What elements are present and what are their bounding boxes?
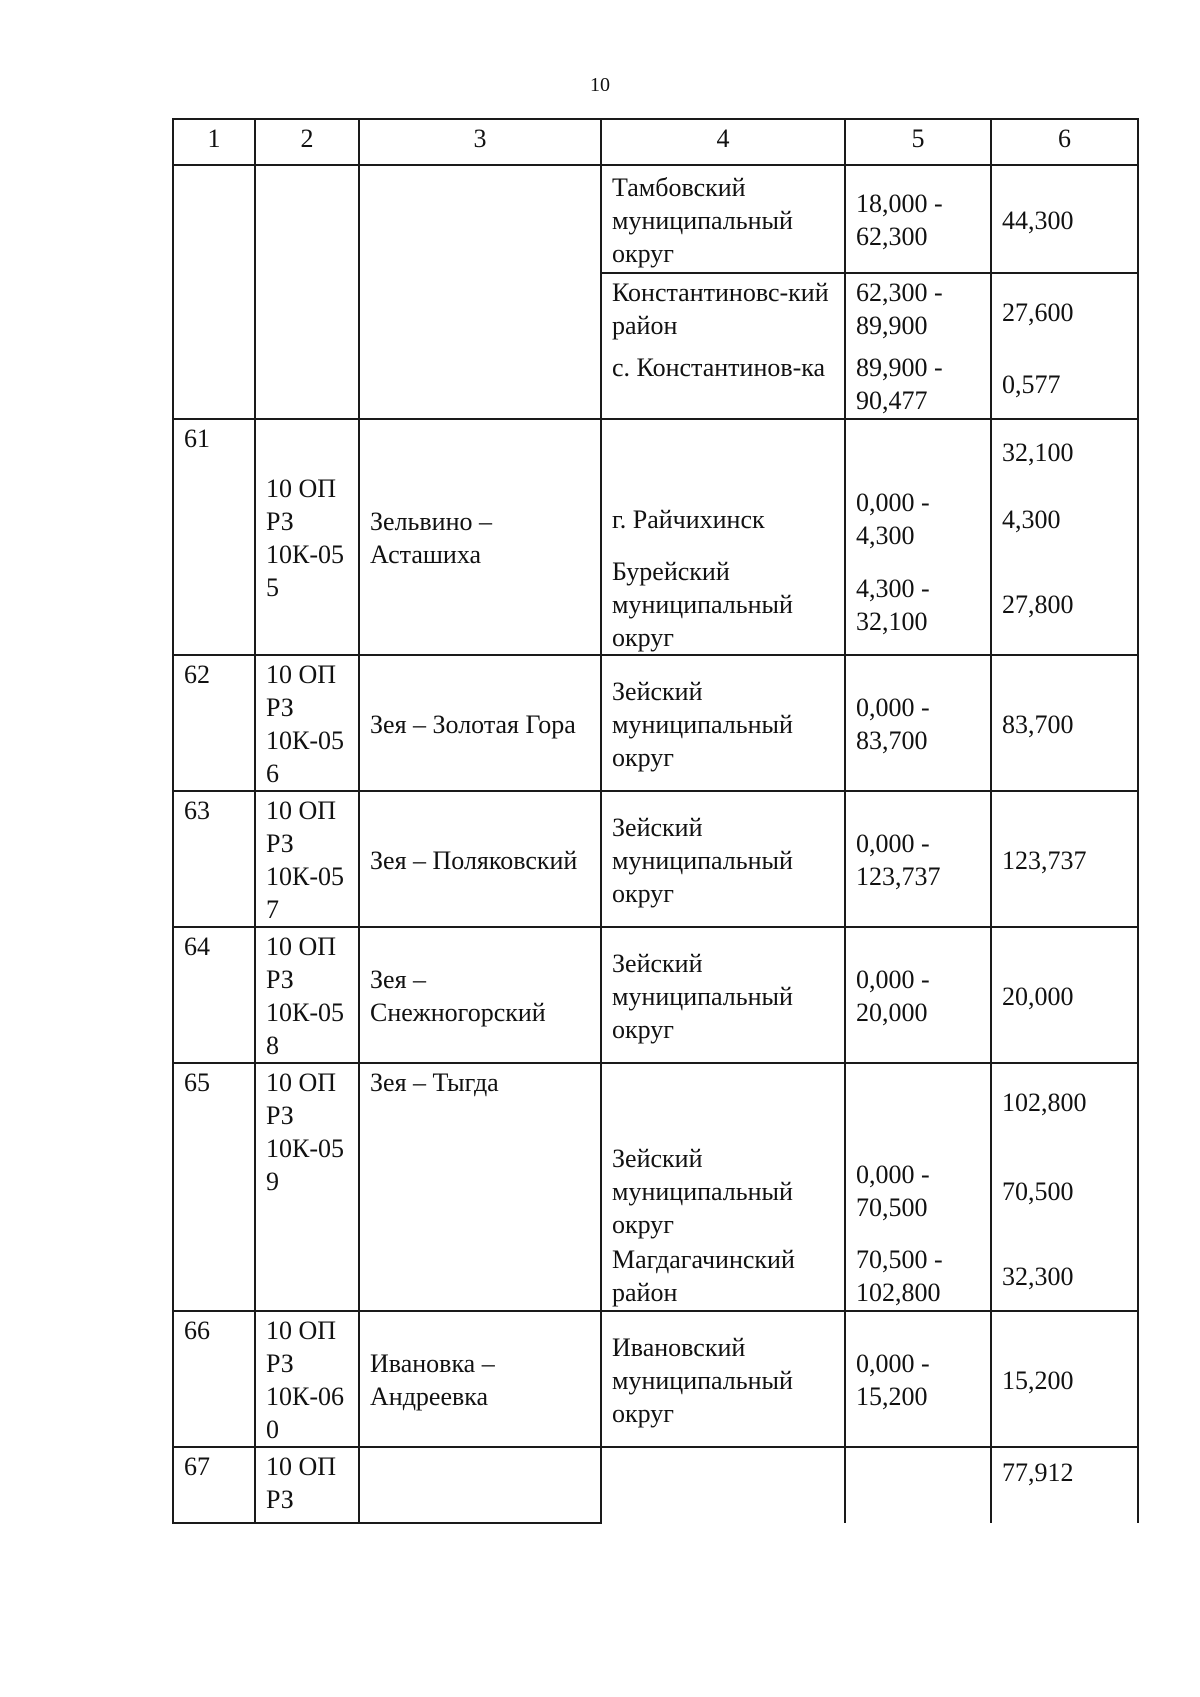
road-code-cell: 10 ОП РЗ <box>255 1447 359 1523</box>
district-cell <box>601 419 845 483</box>
km-range-cell: 0,000 - 70,500 <box>845 1139 991 1241</box>
district-cell: Константиновс-кий район <box>601 273 845 349</box>
length-cell: 0,577 <box>991 349 1138 419</box>
district-cell: с. Константинов-ка <box>601 349 845 419</box>
road-name-cell <box>359 1447 601 1523</box>
km-range-cell: 0,000 - 15,200 <box>845 1311 991 1447</box>
km-range-cell: 18,000 - 62,300 <box>845 165 991 273</box>
district-cell <box>601 1447 845 1523</box>
km-range-cell <box>845 419 991 483</box>
km-range-cell <box>845 1447 991 1523</box>
table-row <box>173 165 1138 273</box>
header-cell: 1 <box>173 119 255 165</box>
road-code-cell: 10 ОП РЗ 10К-056 <box>255 655 359 791</box>
road-code-cell: 10 ОП РЗ 10К-058 <box>255 927 359 1063</box>
km-range-cell: 89,900 - 90,477 <box>845 349 991 419</box>
km-range-cell: 62,300 - 89,900 <box>845 273 991 349</box>
district-cell: Ивановский муниципальный округ <box>601 1311 845 1447</box>
length-cell: 83,700 <box>991 655 1138 791</box>
road-name-cell <box>359 165 601 419</box>
table-row <box>173 927 1138 1063</box>
district-cell: Зейский муниципальный округ <box>601 791 845 927</box>
length-cell: 27,800 <box>991 553 1138 655</box>
row-number-cell <box>173 165 255 419</box>
km-range-cell <box>845 1063 991 1139</box>
total-length-cell: 102,800 <box>991 1063 1138 1139</box>
length-cell: 27,600 <box>991 273 1138 349</box>
road-name-cell: Зея – Золотая Гора <box>359 655 601 791</box>
row-number-cell: 61 <box>173 419 255 655</box>
row-number-cell: 62 <box>173 655 255 791</box>
length-cell: 70,500 <box>991 1139 1138 1241</box>
length-cell: 44,300 <box>991 165 1138 273</box>
district-cell: Зейский муниципальный округ <box>601 927 845 1063</box>
road-name-cell: Зея – Поляковский <box>359 791 601 927</box>
district-cell: г. Райчихинск <box>601 483 845 553</box>
total-length-cell: 32,100 <box>991 419 1138 483</box>
length-cell: 123,737 <box>991 791 1138 927</box>
row-number-cell: 66 <box>173 1311 255 1447</box>
length-cell: 32,300 <box>991 1241 1138 1311</box>
length-cell: 15,200 <box>991 1311 1138 1447</box>
district-cell: Тамбовский муниципальный округ <box>601 165 845 273</box>
road-code-cell: 10 ОП РЗ 10К-057 <box>255 791 359 927</box>
header-cell: 3 <box>359 119 601 165</box>
table-row <box>173 419 1138 483</box>
district-cell: Зейский муниципальный округ <box>601 1139 845 1241</box>
km-range-cell: 0,000 - 4,300 <box>845 483 991 553</box>
road-code-cell: 10 ОП РЗ 10К-060 <box>255 1311 359 1447</box>
km-range-cell: 0,000 - 20,000 <box>845 927 991 1063</box>
table-header-row <box>173 119 1138 165</box>
length-cell: 20,000 <box>991 927 1138 1063</box>
table-row <box>173 791 1138 927</box>
table-row <box>173 655 1138 791</box>
road-code-cell: 10 ОП РЗ 10К-055 <box>255 419 359 655</box>
header-cell: 2 <box>255 119 359 165</box>
header-cell: 6 <box>991 119 1138 165</box>
road-name-cell: Зея – Снежногорский <box>359 927 601 1063</box>
page-number: 10 <box>590 74 610 96</box>
roads-table <box>172 118 1139 1524</box>
km-range-cell: 4,300 - 32,100 <box>845 553 991 655</box>
road-name-cell: Зея – Тыгда <box>359 1063 601 1311</box>
km-range-cell: 0,000 - 123,737 <box>845 791 991 927</box>
row-number-cell: 63 <box>173 791 255 927</box>
district-cell: Зейский муниципальный округ <box>601 655 845 791</box>
road-code-cell <box>255 165 359 419</box>
header-cell: 5 <box>845 119 991 165</box>
km-range-cell: 70,500 - 102,800 <box>845 1241 991 1311</box>
header-cell: 4 <box>601 119 845 165</box>
district-cell <box>601 1063 845 1139</box>
table-row <box>173 1311 1138 1447</box>
road-code-cell: 10 ОП РЗ 10К-059 <box>255 1063 359 1311</box>
road-name-cell: Зельвино – Асташиха <box>359 419 601 655</box>
row-number-cell: 65 <box>173 1063 255 1311</box>
table-row <box>173 1447 1138 1523</box>
length-cell: 4,300 <box>991 483 1138 553</box>
district-cell: Бурейский муниципальный округ <box>601 553 845 655</box>
row-number-cell: 64 <box>173 927 255 1063</box>
km-range-cell: 0,000 - 83,700 <box>845 655 991 791</box>
table-row <box>173 1063 1138 1139</box>
district-cell: Магдагачинский район <box>601 1241 845 1311</box>
length-cell: 77,912 <box>991 1447 1138 1523</box>
row-number-cell: 67 <box>173 1447 255 1523</box>
road-name-cell: Ивановка – Андреевка <box>359 1311 601 1447</box>
